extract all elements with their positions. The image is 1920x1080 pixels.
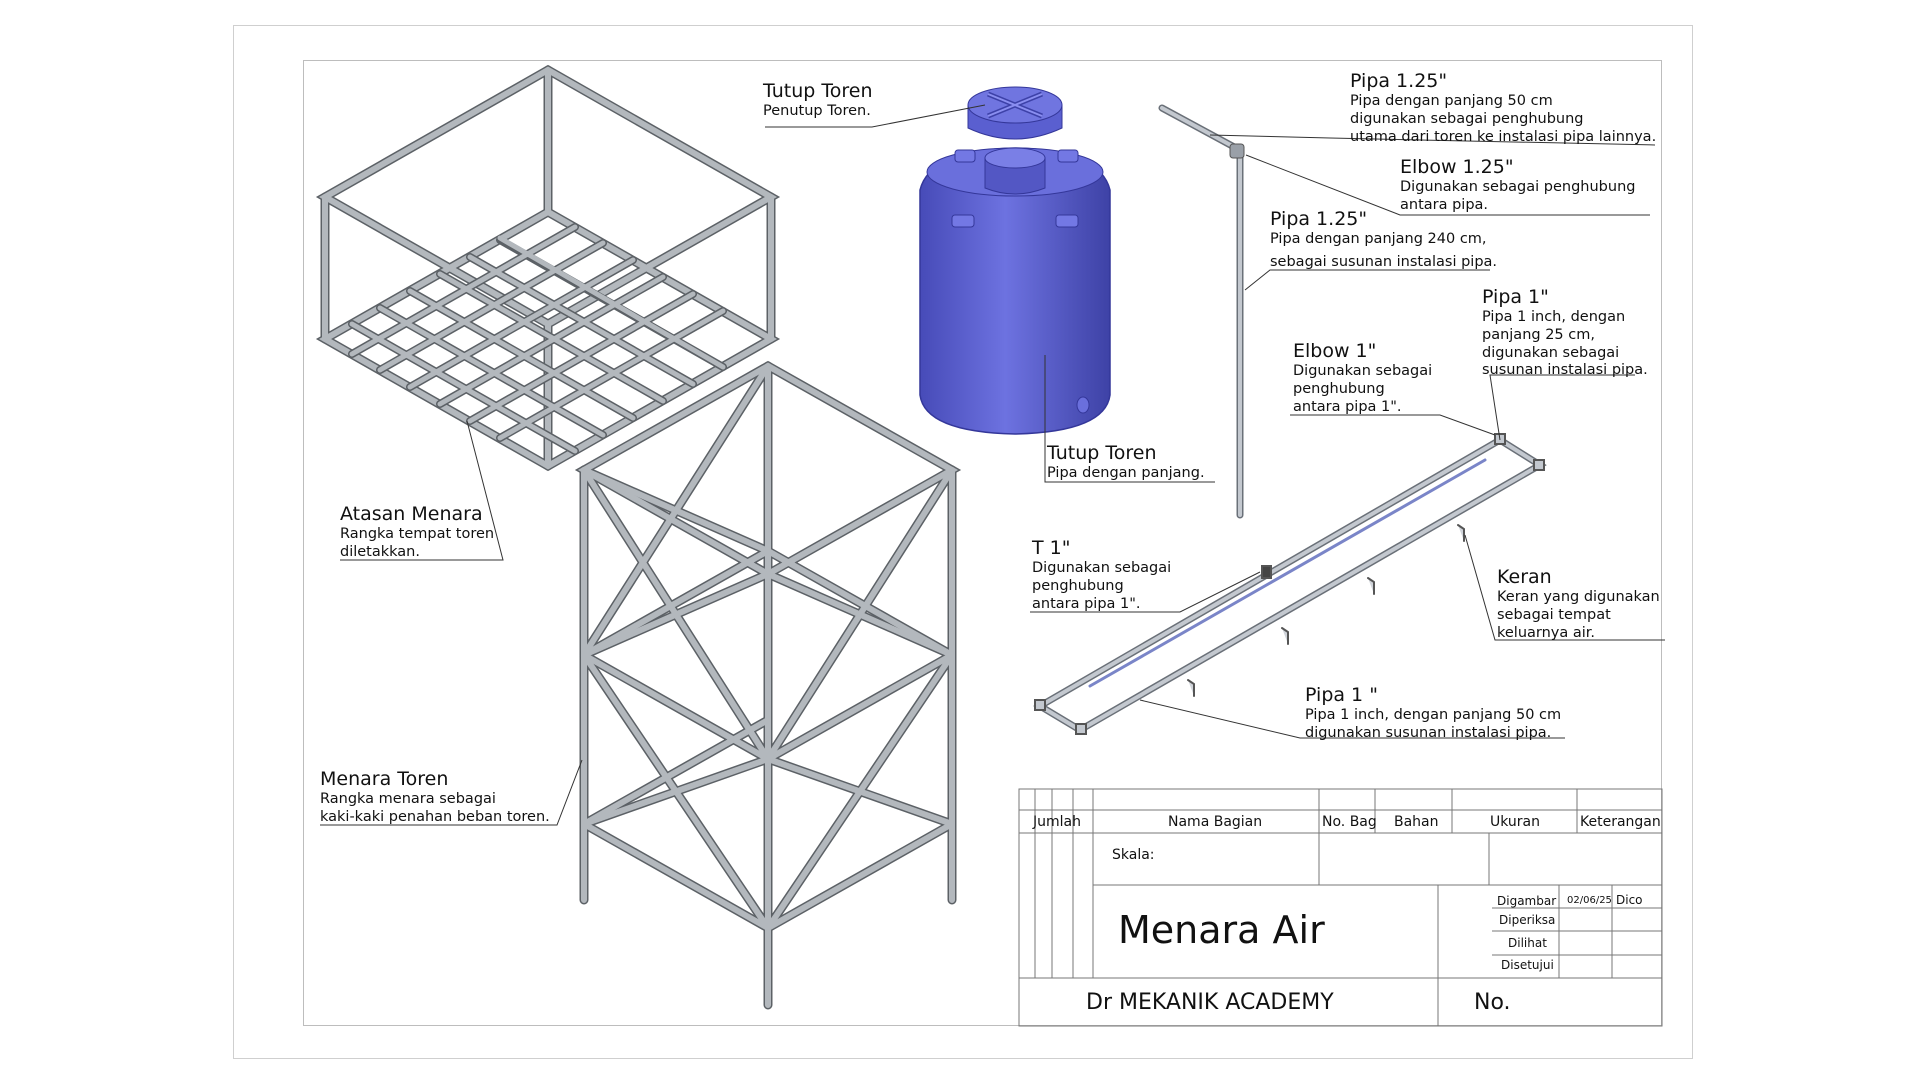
callout-title: Atasan Menara — [340, 503, 483, 525]
header-ukuran: Ukuran — [1490, 814, 1541, 830]
callout-title: Tutup Toren — [763, 80, 873, 102]
callout-desc: Rangka tempat toren — [340, 526, 495, 543]
callout-desc: panjang 25 cm, — [1482, 326, 1595, 343]
callout-pipa125-short — [1350, 70, 1656, 146]
callout-desc: diletakkan. — [340, 543, 420, 560]
sign-name-digambar: Dico — [1616, 893, 1643, 907]
header-nama-bagian: Nama Bagian — [1168, 814, 1263, 830]
callout-desc: Pipa 1 inch, dengan — [1482, 309, 1626, 326]
callout-title: Pipa 1" — [1482, 286, 1549, 308]
sign-label-dilihat: Dilihat — [1508, 936, 1547, 950]
sign-label-disetujui: Disetujui — [1501, 958, 1554, 972]
callout-title: Keran — [1497, 566, 1552, 588]
callout-desc: keluarnya air. — [1497, 624, 1596, 641]
callout-keran — [1497, 566, 1660, 642]
callout-desc: Digunakan sebagai — [1032, 560, 1172, 577]
callout-title: T 1" — [1032, 537, 1071, 559]
tower-legs-frame — [584, 366, 952, 1005]
callout-title: Pipa 1 " — [1305, 684, 1378, 706]
drawing-title: Menara Air — [1118, 908, 1325, 952]
tank-lid — [968, 87, 1062, 139]
callout-desc: digunakan susunan instalasi pipa. — [1305, 724, 1552, 741]
callout-title: Pipa 1.25" — [1350, 70, 1448, 92]
callout-elbow125 — [1400, 156, 1635, 215]
callout-tutup-toren-top — [763, 80, 872, 121]
sign-label-digambar: Digambar — [1497, 894, 1557, 908]
header-bahan: Bahan — [1394, 814, 1439, 830]
callout-title: Menara Toren — [320, 768, 449, 790]
callout-desc: utama dari toren ke instalasi pipa lainnya. — [1350, 128, 1657, 145]
callout-title: Elbow 1" — [1293, 340, 1377, 362]
callout-desc: digunakan sebagai penghubung — [1350, 110, 1584, 127]
callout-desc: penghubung — [1293, 380, 1385, 397]
skala-label: Skala: — [1112, 847, 1155, 863]
callout-desc: antara pipa 1". — [1293, 398, 1402, 415]
callout-desc: Penutup Toren. — [763, 103, 871, 120]
callout-desc: Digunakan sebagai penghubung — [1400, 179, 1636, 196]
callout-menara-toren — [320, 768, 550, 827]
sign-label-diperiksa: Diperiksa — [1499, 913, 1556, 927]
callout-desc: sebagai susunan instalasi pipa. — [1270, 253, 1498, 270]
header-no-bag: No. Bag — [1322, 814, 1377, 830]
callout-pipa125-long — [1270, 208, 1497, 272]
company-name: Dr MEKANIK ACADEMY — [1086, 990, 1334, 1015]
callout-desc: Keran yang digunakan — [1497, 589, 1660, 606]
callout-desc: kaki-kaki penahan beban toren. — [320, 808, 550, 825]
callout-desc: Digunakan sebagai — [1293, 363, 1433, 380]
callout-desc: Pipa dengan panjang 50 cm — [1350, 93, 1553, 110]
header-keterangan: Keterangan — [1580, 814, 1661, 830]
callout-desc: susunan instalasi pipa. — [1482, 362, 1648, 379]
callout-desc: penghubung — [1032, 577, 1124, 594]
callout-pipa1-top — [1482, 286, 1648, 380]
callout-pipa1-bottom — [1305, 684, 1561, 743]
callout-title: Pipa 1.25" — [1270, 208, 1368, 230]
callout-desc: antara pipa 1". — [1032, 595, 1141, 612]
water-tank — [920, 148, 1110, 434]
callout-desc: antara pipa. — [1400, 196, 1489, 213]
callout-desc: Pipa dengan panjang. — [1047, 465, 1205, 482]
callout-desc: Rangka menara sebagai — [320, 791, 496, 808]
callout-title: Elbow 1.25" — [1400, 156, 1514, 178]
callout-desc: Pipa dengan panjang 240 cm, — [1270, 231, 1487, 248]
callout-tutup-toren-body — [1047, 442, 1205, 483]
callout-title: Tutup Toren — [1047, 442, 1157, 464]
callout-elbow1 — [1293, 340, 1432, 416]
callout-desc: sebagai tempat — [1497, 606, 1611, 623]
callout-atasan-menara — [340, 503, 494, 562]
callout-desc: Pipa 1 inch, dengan panjang 50 cm — [1305, 707, 1562, 724]
callout-desc: digunakan sebagai — [1482, 344, 1620, 361]
callout-t1 — [1032, 537, 1171, 613]
sign-date-digambar: 02/06/25 — [1567, 895, 1612, 906]
drawing-number-label: No. — [1474, 990, 1511, 1015]
header-jumlah: Jumlah — [1033, 814, 1081, 830]
